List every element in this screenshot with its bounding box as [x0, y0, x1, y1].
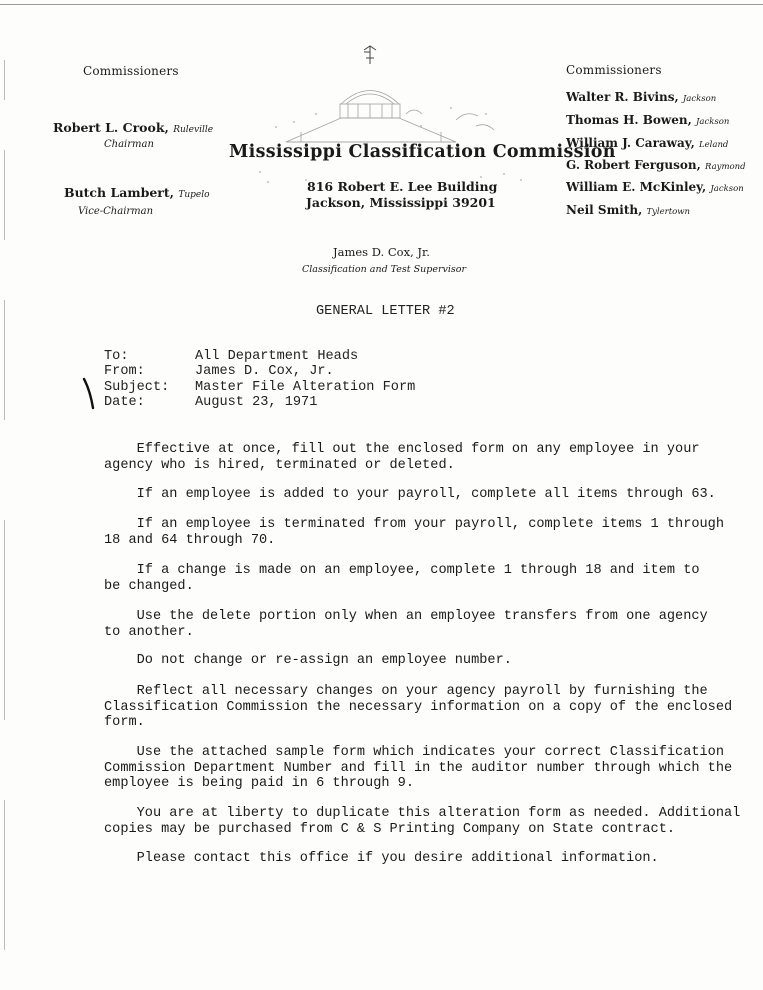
- header-value-from: James D. Cox, Jr.: [195, 364, 334, 379]
- vice-chairman-title: Vice-Chairman: [78, 206, 154, 217]
- letter-title: GENERAL LETTER #2: [316, 304, 455, 319]
- header-label-subject: Subject:: [104, 380, 170, 395]
- body-paragraph: Effective at once, fill out the enclosed form on any employee in your agency who is hired, terminated or deleted.: [104, 442, 700, 473]
- vice-chairman-name-line: [64, 185, 210, 200]
- right-commissioners-heading: Commissioners: [566, 63, 662, 77]
- commissioner-line: [566, 90, 716, 104]
- commissioner-name: Thomas H. Bowen,: [566, 113, 692, 127]
- commissioner-name: Walter R. Bivins,: [566, 90, 679, 104]
- body-paragraph: Use the attached sample form which indicates your correct Classification Commission Department Number and fill in the auditor number through which the employee is being paid in 6 through 9.: [104, 745, 733, 791]
- commissioner-line: [566, 158, 746, 172]
- commissioner-line: [566, 180, 744, 194]
- commissioner-place: Jackson: [682, 94, 717, 104]
- body-paragraph: If an employee is terminated from your payroll, complete items 1 through 18 and 64 through 70.: [104, 517, 724, 548]
- capitol-building-seal: [246, 42, 536, 192]
- supervisor-name: James D. Cox, Jr.: [333, 245, 430, 259]
- scan-edge-mark: [4, 800, 5, 950]
- commissioner-place: Jackson: [695, 117, 730, 127]
- commissioner-line: [566, 203, 690, 217]
- scan-edge-mark: [4, 520, 5, 720]
- commissioner-place: Raymond: [705, 162, 746, 172]
- agency-name: Mississippi Classification Commission: [229, 142, 616, 162]
- commissioner-place: Leland: [698, 140, 729, 150]
- header-value-subject: Master File Alteration Form: [195, 380, 416, 395]
- scan-edge-mark: [4, 60, 5, 100]
- header-label-from: From:: [104, 364, 145, 379]
- address-line-1: 816 Robert E. Lee Building: [307, 179, 498, 194]
- commissioner-line: [566, 113, 729, 127]
- body-paragraph: Reflect all necessary changes on your agency payroll by furnishing the Classification Commission the necessary information on a copy of the enclosed form.: [104, 684, 733, 730]
- commissioner-place: Jackson: [710, 184, 744, 194]
- header-label-date: Date:: [104, 395, 145, 410]
- chairman-title: Chairman: [104, 139, 154, 150]
- address-line-2: Jackson, Mississippi 39201: [306, 195, 496, 210]
- body-paragraph: You are at liberty to duplicate this alteration form as needed. Additional copies may be purchased from C & S Printing Company on State contract.: [104, 806, 741, 837]
- header-label-to: To:: [104, 349, 129, 364]
- scan-top-edge: [0, 4, 763, 5]
- commissioner-name: William J. Caraway,: [566, 136, 695, 150]
- chairman-place: Ruleville: [173, 125, 214, 135]
- commissioner-name: G. Robert Ferguson,: [566, 158, 701, 172]
- body-paragraph: If an employee is added to your payroll, complete all items through 63.: [104, 487, 716, 502]
- commissioner-name: Neil Smith,: [566, 203, 643, 217]
- commissioner-line: [566, 136, 728, 150]
- supervisor-title: Classification and Test Supervisor: [302, 264, 467, 275]
- header-value-date: August 23, 1971: [195, 395, 318, 410]
- body-paragraph: Use the delete portion only when an employee transfers from one agency to another.: [104, 609, 708, 640]
- vice-chairman-place: Tupelo: [178, 190, 210, 200]
- vice-chairman-name: Butch Lambert,: [64, 185, 174, 200]
- chairman-name: Robert L. Crook,: [53, 120, 169, 135]
- left-commissioners-heading: Commissioners: [83, 64, 179, 78]
- body-paragraph: Please contact this office if you desire additional information.: [104, 851, 659, 866]
- commissioner-place: Tylertown: [646, 207, 691, 217]
- body-paragraph: Do not change or re-assign an employee number.: [104, 653, 512, 668]
- header-value-to: All Department Heads: [195, 349, 359, 364]
- commissioner-name: William E. McKinley,: [566, 180, 707, 194]
- handwritten-check-mark: [80, 376, 100, 412]
- body-paragraph: If a change is made on an employee, complete 1 through 18 and item to be changed.: [104, 563, 700, 594]
- scan-edge-mark: [4, 300, 5, 420]
- scan-edge-mark: [4, 150, 5, 240]
- chairman-name-line: [53, 120, 213, 135]
